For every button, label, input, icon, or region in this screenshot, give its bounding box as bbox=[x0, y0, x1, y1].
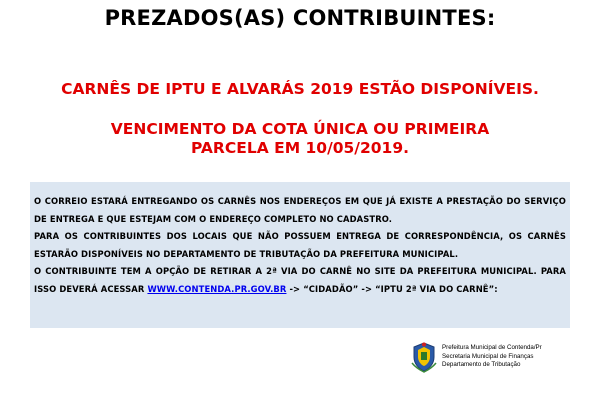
footer-line-secretaria: Secretaria Municipal de Finanças bbox=[442, 352, 534, 360]
notice-paragraph-pickup: PARA OS CONTRIBUINTES DOS LOCAIS QUE NÃO POSSUEM ENTREGA DE CORRESPONDÊNCIA, OS CARNÊS ESTARÃO DISPONÍVEIS NO DEPARTAMENTO DE TRIBUTAÇÃO DA PREFEITURA MUNICIPAL. bbox=[34, 231, 566, 259]
notice-paragraph-online bbox=[34, 263, 566, 298]
headline-due-date-line2: PARCELA EM 10/05/2019. bbox=[191, 139, 409, 157]
footer-text bbox=[442, 344, 542, 370]
footer-line-prefeitura: Prefeitura Municipal de Contenda/Pr bbox=[442, 344, 542, 351]
notice-box bbox=[30, 182, 570, 328]
headline-availability: CARNÊS DE IPTU E ALVARÁS 2019 ESTÃO DISPONÍVEIS. bbox=[61, 80, 539, 98]
website-link[interactable]: WWW.CONTENDA.PR.GOV.BR bbox=[147, 283, 287, 294]
notice-online-text: O CONTRIBUINTE TEM A OPÇÃO DE RETIRAR A 2ª VIA DO CARNÊ NO SITE DA PREFEITURA MUNICIPAL. PARA ISSO DEVERÁ ACESSAR bbox=[34, 266, 566, 294]
notice-paragraph-mail: O CORREIO ESTARÁ ENTREGANDO OS CARNÊS NOS ENDEREÇOS EM QUE JÁ EXISTE A PRESTAÇÃO DO SERVIÇO DE ENTREGA E QUE ESTEJAM COM O ENDEREÇO COMPLETO NO CADASTRO. bbox=[34, 196, 566, 224]
headline-due-date bbox=[0, 120, 600, 158]
footer-line-departamento: Departamento de Tributação bbox=[442, 361, 521, 368]
municipal-seal-icon bbox=[410, 341, 438, 373]
notice-online-path: -> “CIDADÃO” -> “IPTU 2ª VIA DO CARNÊ”: bbox=[286, 283, 498, 294]
headline-due-date-line1: VENCIMENTO DA COTA ÚNICA OU PRIMEIRA bbox=[110, 120, 490, 138]
page-title: PREZADOS(AS) CONTRIBUINTES: bbox=[104, 6, 496, 30]
footer-signature bbox=[410, 341, 560, 377]
